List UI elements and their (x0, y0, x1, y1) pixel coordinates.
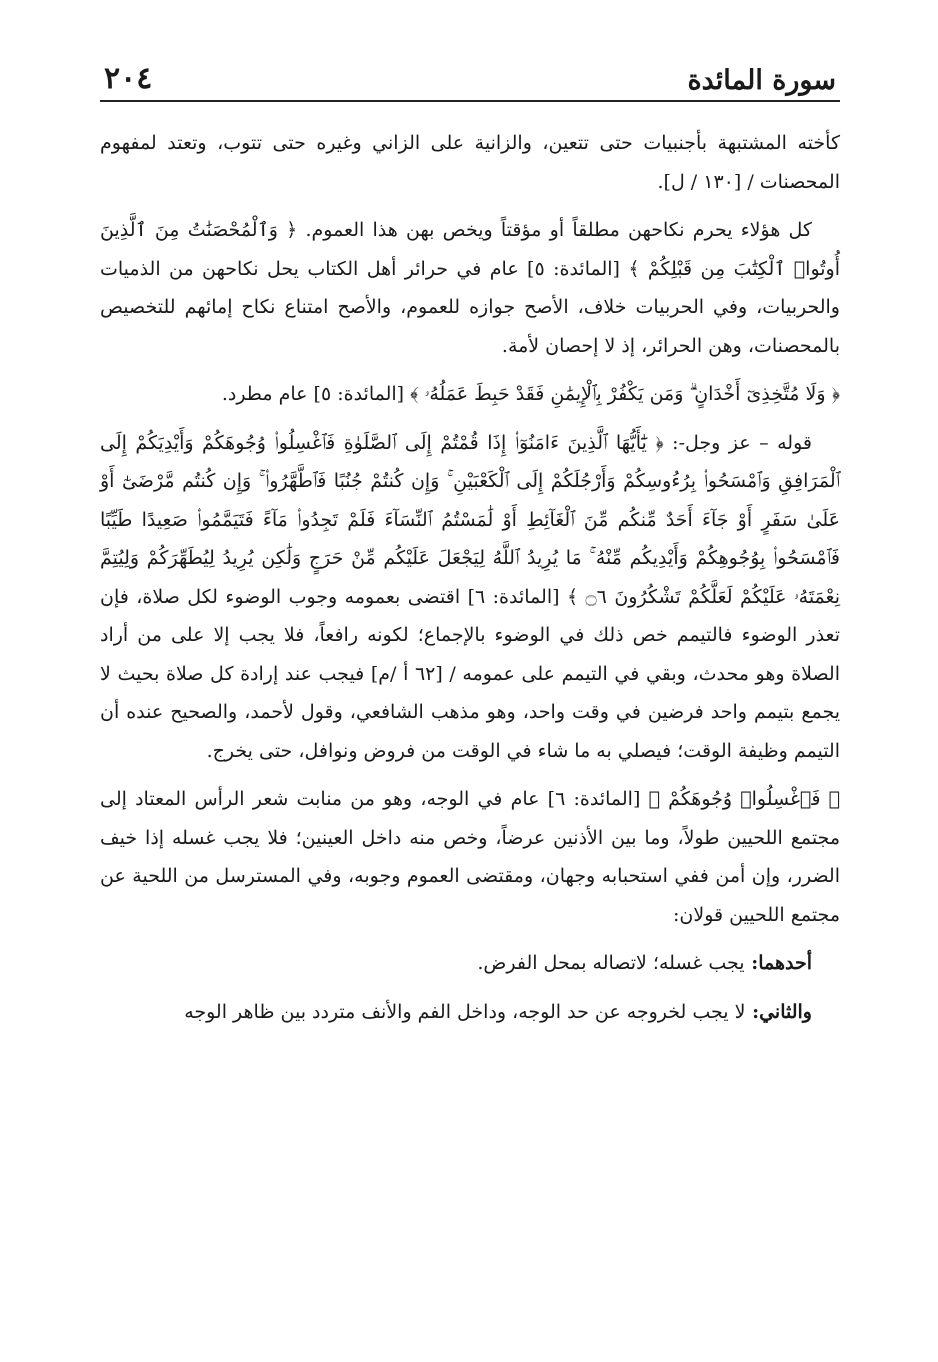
page-body (100, 124, 840, 1031)
quran-verse: ﴿ يَٰٓأَيُّهَا ٱلَّذِينَ ءَامَنُوٓا۟ إِذَا قُمْتُمْ إِلَى ٱلصَّلَوٰةِ فَٱغْسِلُوا۟ وُجُوهَكُمْ وَأَيْدِيَكُمْ إِلَى ٱلْمَرَافِقِ وَٱمْسَحُوا۟ بِرُءُوسِكُمْ وَأَرْجُلَكُمْ إِلَى ٱلْكَعْبَيْنِ ۚ وَإِن كُنتُمْ جُنُبًا فَٱطَّهَّرُوا۟ ۚ وَإِن كُنتُم مَّرْضَىٰٓ أَوْ عَلَىٰ سَفَرٍ أَوْ جَآءَ أَحَدٌ مِّنكُم مِّنَ ٱلْغَآئِطِ أَوْ لَٰمَسْتُمُ ٱلنِّسَآءَ فَلَمْ تَجِدُوا۟ مَآءً فَتَيَمَّمُوا۟ صَعِيدًا طَيِّبًا فَٱمْسَحُوا۟ بِوُجُوهِكُمْ وَأَيْدِيكُم مِّنْهُ ۚ مَا يُرِيدُ ٱللَّهُ لِيَجْعَلَ عَلَيْكُم مِّنْ حَرَجٍ وَلَٰكِن يُرِيدُ لِيُطَهِّرَكُمْ وَلِيُتِمَّ نِعْمَتَهُۥ عَلَيْكُمْ لَعَلَّكُمْ تَشْكُرُونَ ۝٦ ﴾ (100, 431, 840, 608)
paragraph (100, 375, 840, 414)
paragraph-text: لا يجب لخروجه عن حد الوجه، وداخل الفم والأنف متردد بين ظاهر الوجه (184, 1000, 746, 1023)
paragraph-text: [المائدة: ٦] اقتضى بعمومه وجوب الوضوء لكل صلاة، فإن تعذر الوضوء فالتيمم خص ذلك في الوضوء بالإجماع؛ لكونه رافعاً، فلا يجب إلا على من أراد الصلاة وهو محدث، وبقي في التيمم على عمومه / [٦٢ أ /م] فيجب عند إرادة كل صلاة بحيث لا يجمع بتيمم واحد فرضين في وقت واحد، وهو مذهب الشافعي، وقول لأحمد، والصحيح عنده أن التيمم وظيفة الوقت؛ فيصلي به ما شاء في الوقت من فروض ونوافل، حتى يخرج. (100, 585, 840, 762)
paragraph (100, 780, 840, 934)
paragraph-text: كأخته المشتبهة بأجنبيات حتى تتعين، والزانية على الزاني وغيره حتى تتوب، وتعتد لمفهوم المحصنات / [١٣٠ / ل]. (100, 132, 840, 193)
page-number: ٢٠٤ (104, 61, 153, 96)
paragraph (100, 944, 840, 983)
paragraph-text: قوله – عز وجل-: (663, 431, 812, 454)
surah-title: سورة المائدة (687, 65, 836, 96)
paragraph-text: [المائدة: ٦] عام في الوجه، وهو من منابت شعر الرأس المعتاد إلى مجتمع اللحيين طولاً، وما بين الأذنين عرضاً، وخص منه داخل العينين؛ فلا يجب غسله إذا خيف الضرر، وإن أمن ففي استحبابه وجهان، ومقتضى العموم وجوبه، وفي المسترسل من اللحية عن مجتمع اللحيين قولان: (100, 788, 840, 926)
quran-verse: ﴿ وَٱلْمُحْصَنَٰتُ مِنَ ٱلَّذِينَ أُوتُوا۟ ٱلْكِتَٰبَ مِن قَبْلِكُمْ ﴾ (100, 219, 841, 280)
paragraph (100, 424, 840, 771)
paragraph-text: كل هؤلاء يحرم نكاحهن مطلقاً أو مؤقتاً ويخص بهن هذا العموم. (297, 219, 812, 241)
quran-verse: ﴿ وَلَا مُتَّخِذِىٓ أَخْدَانٍ ۗ وَمَن يَكْفُرْ بِٱلْإِيمَٰنِ فَقَدْ حَبِطَ عَمَلُهُۥ ﴾ (410, 383, 840, 405)
quran-verse: ﴿ فَٱغْسِلُوا۟ وُجُوهَكُمْ ﴾ (648, 788, 841, 810)
paragraph-text: [المائدة: ٥] عام مطرد. (221, 383, 411, 405)
paragraph (100, 124, 840, 201)
document-page (100, 50, 840, 1041)
opinion-label: أحدهما: (744, 952, 812, 974)
paragraph (100, 993, 840, 1032)
paragraph (100, 211, 840, 365)
paragraph-text: يجب غسله؛ لاتصاله بمحل الفرض. (477, 952, 745, 974)
paragraph-text: [المائدة: ٥] عام في حرائر أهل الكتاب يحل نكاحهن من الذميات والحربيات، وفي الحربيات خلاف، الأصح جوازه للعموم، والأصح امتناع نكاح إمائهم للتخصيص بالمحصنات، وهن الحرائر، إذ لا إحصان لأمة. (100, 257, 840, 357)
opinion-label: والثاني: (745, 1000, 812, 1023)
page-header (100, 50, 840, 102)
